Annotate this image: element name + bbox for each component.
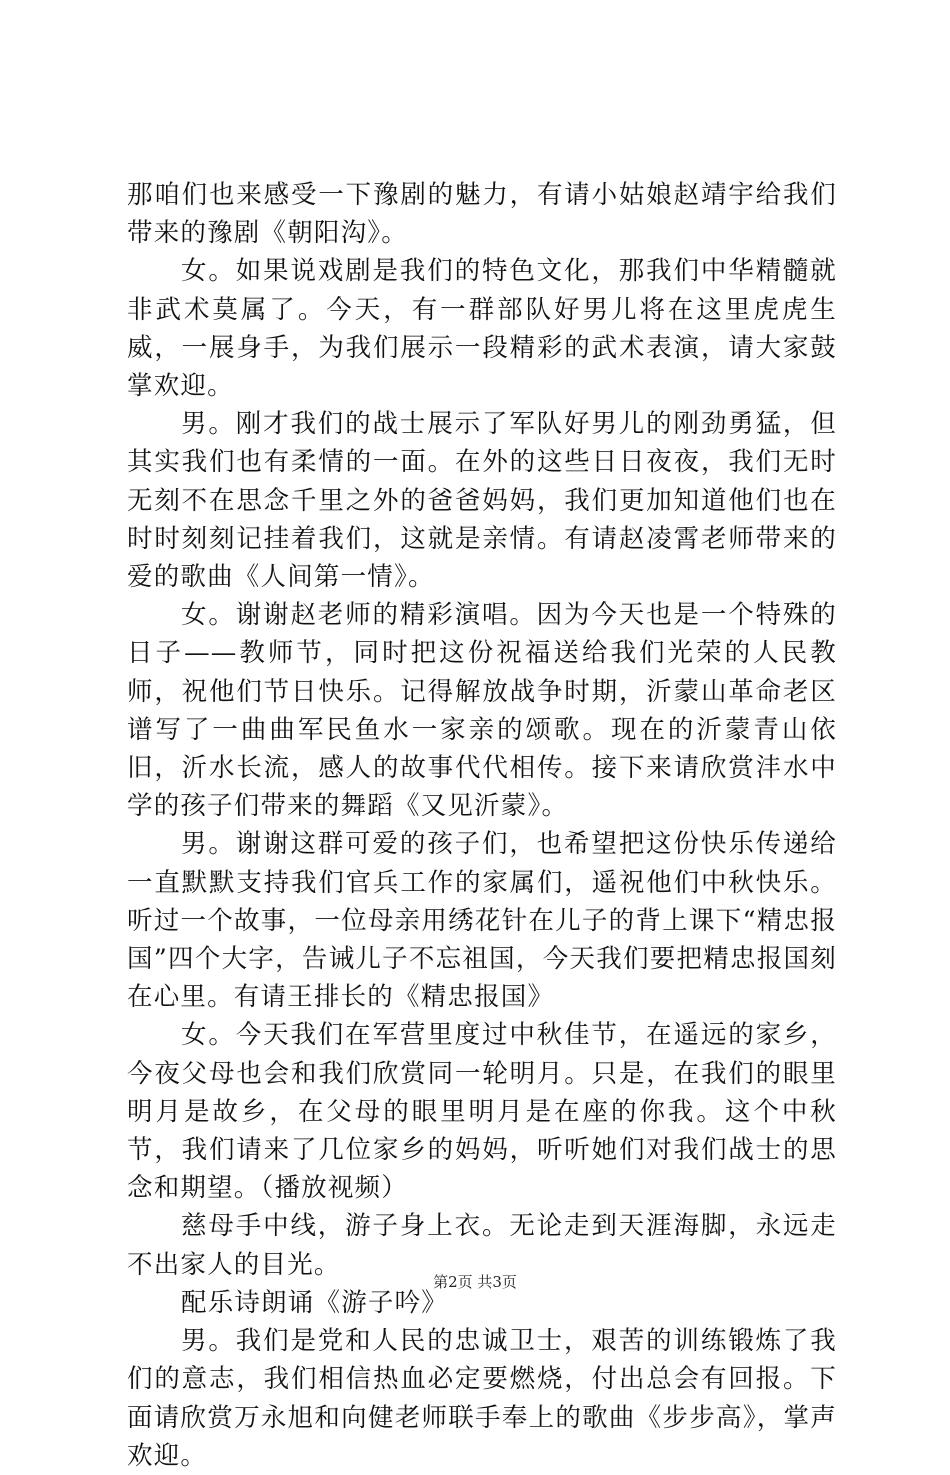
paragraph-1: 那咱们也来感受一下豫剧的魅力，有请小姑娘赵靖宇给我们带来的豫剧《朝阳沟》。 [127, 180, 837, 249]
paragraph-8: 配乐诗朗诵《游子吟》 [181, 1287, 449, 1318]
paragraph-2: 女。如果说戏剧是我们的特色文化，那我们中华精髓就非武术莫属了。今天，有一群部队好男儿将在这里虎虎生威，一展身手，为我们展示一段精彩的武术表演，请大家鼓掌欢迎。 [127, 256, 837, 402]
paragraph-7: 慈母手中线，游子身上衣。无论走到天涯海脚，永远走不出家人的目光。 [127, 1211, 837, 1280]
paragraph-4: 女。谢谢赵老师的精彩演唱。因为今天也是一个特殊的日子——教师节，同时把这份祝福送给我们光荣的人民教师，祝他们节日快乐。记得解放战争时期，沂蒙山革命老区谱写了一曲曲军民鱼水一家亲的颂歌。现在的沂蒙青山依旧，沂水长流，感人的故事代代相传。接下来请欣赏沣水中学的孩子们带来的舞蹈《又见沂蒙》。 [127, 600, 837, 822]
page-number-footer: 第2页 共3页 [433, 1273, 517, 1291]
paragraph-3: 男。刚才我们的战士展示了军队好男儿的刚劲勇猛，但其实我们也有柔情的一面。在外的这些日日夜夜，我们无时无刻不在思念千里之外的爸爸妈妈，我们更加知道他们也在时时刻刻记挂着我们，这就是亲情。有请赵凌霄老师带来的爱的歌曲《人间第一情》。 [127, 409, 837, 593]
paragraph-5: 男。谢谢这群可爱的孩子们，也希望把这份快乐传递给一直默默支持我们官兵工作的家属们，遥祝他们中秋快乐。听过一个故事，一位母亲用绣花针在儿子的背上课下“精忠报国”四个大字，告诫儿子不忘祖国，今天我们要把精忠报国刻在心里。有请王排长的《精忠报国》 [127, 829, 837, 1013]
paragraph-9: 男。我们是党和人民的忠诚卫士，艰苦的训练锻炼了我们的意志，我们相信热血必定要燃烧，付出总会有回报。下面请欣赏万永旭和向健老师联手奉上的歌曲《步步高》，掌声欢迎。 [127, 1326, 837, 1471]
paragraph-6: 女。今天我们在军营里度过中秋佳节，在遥远的家乡，今夜父母也会和我们欣赏同一轮明月。只是，在我们的眼里明月是故乡，在父母的眼里明月是在座的你我。这个中秋节，我们请来了几位家乡的妈妈，听听她们对我们战士的思念和期望。（播放视频） [127, 1020, 837, 1204]
